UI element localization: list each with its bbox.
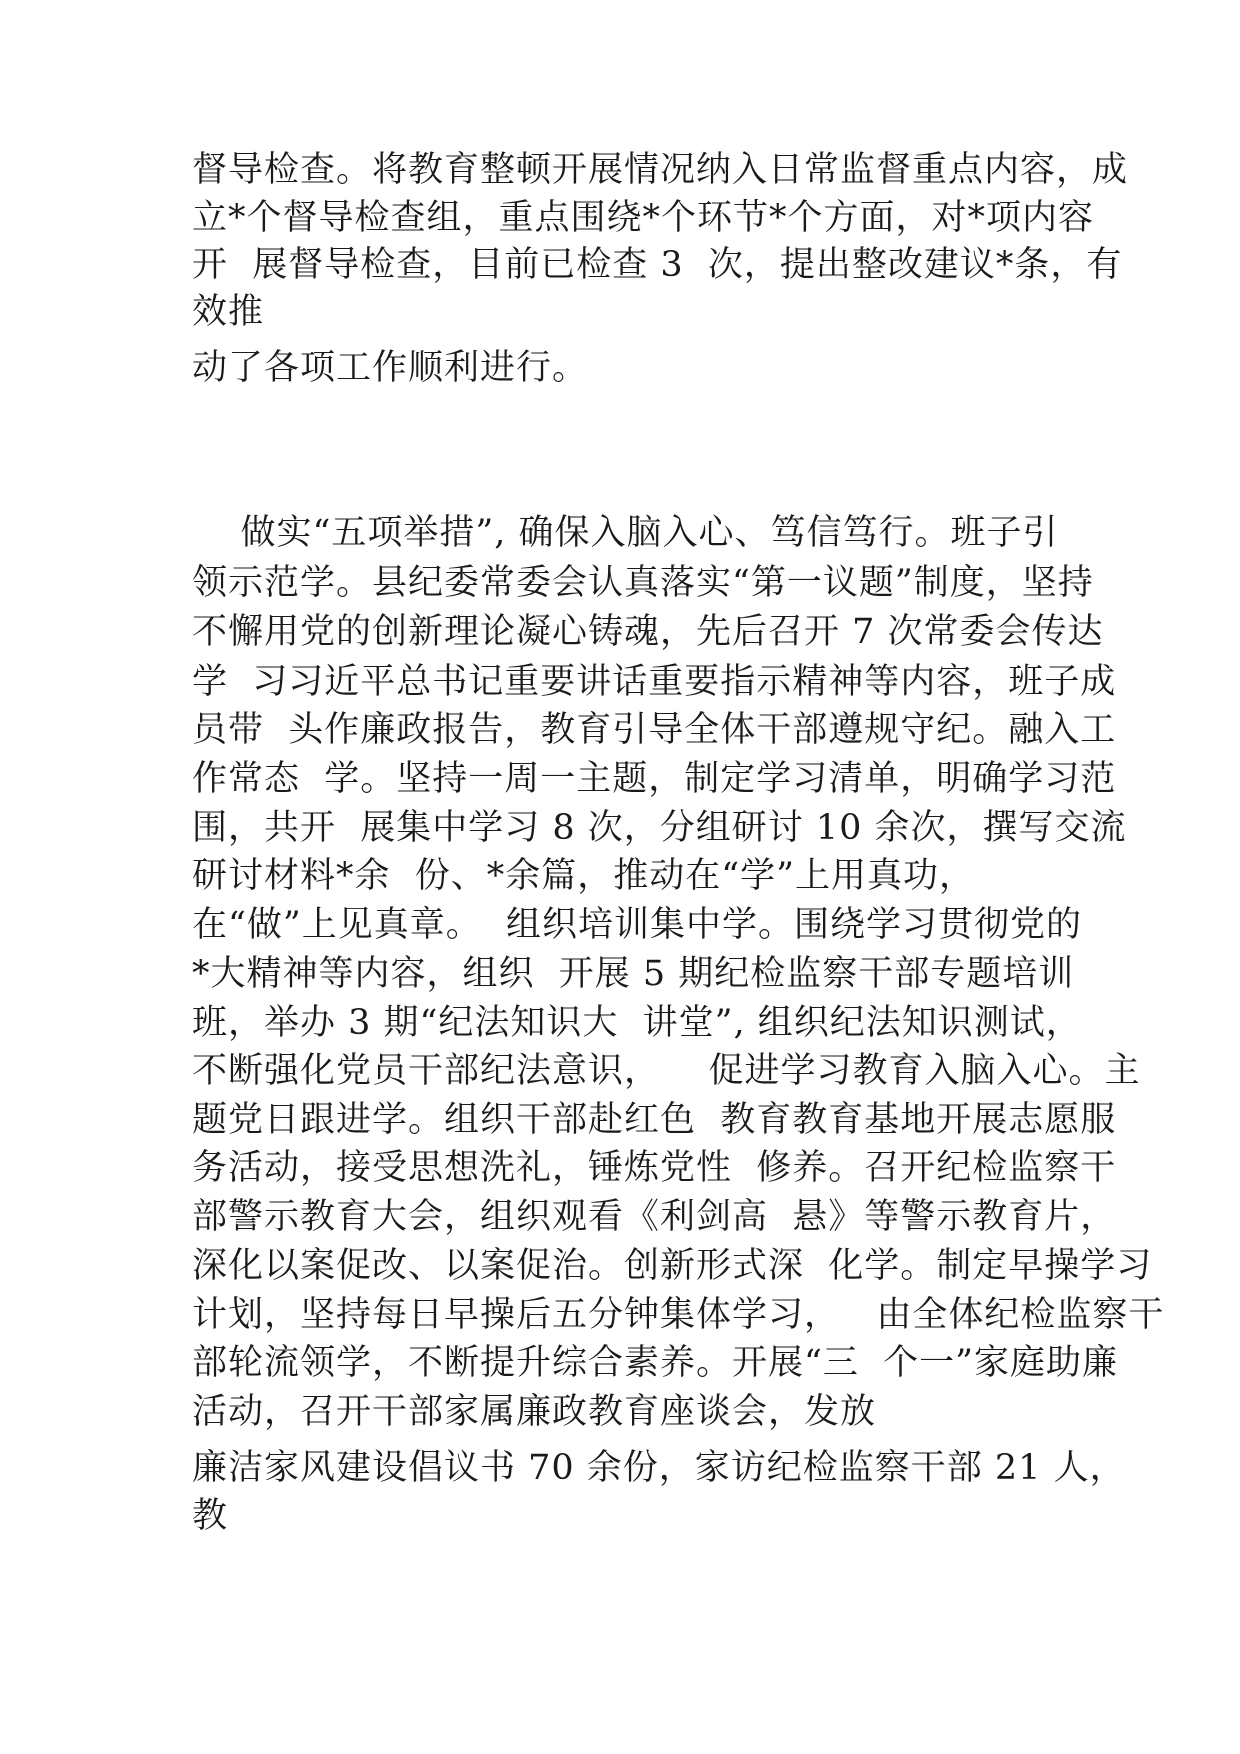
text-line: *大精神等内容，组织 开展 5 期纪检监察干部专题培训 — [192, 954, 1075, 994]
text-line: 廉洁家风建设倡议书 70 余份，家访纪检监察干部 21 人， — [192, 1448, 1126, 1488]
text-line: 务活动，接受思想洗礼，锤炼党性 修养。召开纪检监察干 — [192, 1148, 1117, 1188]
text-line: 题党日跟进学。组织干部赴红色 教育教育基地开展志愿服 — [192, 1100, 1117, 1140]
text-line: 在“做”上见真章。 组织培训集中学。围绕学习贯彻党的 — [192, 905, 1083, 945]
text-line: 督导检查。将教育整顿开展情况纳入日常监督重点内容，成 — [192, 150, 1129, 190]
text-line: 不断强化党员干部纪法意识， 促进学习教育入脑入心。主 — [192, 1051, 1141, 1091]
text-line: 不懈用党的创新理论凝心铸魂，先后召开 7 次常委会传达 — [192, 612, 1104, 652]
text-line: 教 — [192, 1496, 229, 1536]
text-line: 作常态 学。坚持一周一主题，制定学习清单，明确学习范 — [192, 759, 1117, 799]
text-line: 效推 — [192, 292, 265, 332]
text-line: 计划，坚持每日早操后五分钟集体学习， 由全体纪检监察干 — [192, 1295, 1165, 1335]
text-line: 围，共开 展集中学习 8 次，分组研讨 10 余次，撰写交流 — [192, 808, 1127, 848]
text-line: 部警示教育大会，组织观看《利剑高 悬》等警示教育片， — [192, 1197, 1117, 1237]
text-line: 立*个督导检查组，重点围绕*个环节*个方面，对*项内容 — [192, 198, 1095, 238]
text-line: 班，举办 3 期“纪法知识大 讲堂”, 组织纪法知识测试， — [192, 1003, 1082, 1043]
text-line: 做实“五项举措”, 确保入脑入心、笃信笃行。班子引 — [192, 513, 1059, 553]
text-line: 部轮流领学，不断提升综合素养。开展“三 个一”家庭助廉 — [192, 1343, 1119, 1383]
text-line: 领示范学。县纪委常委会认真落实“第一议题”制度，坚持 — [192, 563, 1094, 603]
text-line: 学 习习近平总书记重要讲话重要指示精神等内容，班子成 — [192, 662, 1117, 702]
text-line: 员带 头作廉政报告，教育引导全体干部遵规守纪。融入工 — [192, 710, 1117, 750]
text-line: 研讨材料*余 份、*余篇，推动在“学”上用真功， — [192, 856, 976, 896]
text-line: 活动，召开干部家属廉政教育座谈会，发放 — [192, 1392, 877, 1432]
text-line: 深化以案促改、以案促治。创新形式深 化学。制定早操学习 — [192, 1246, 1153, 1286]
text-line: 开 展督导检查，目前已检查 3 次，提出整改建议*条，有 — [192, 245, 1123, 285]
text-line: 动了各项工作顺利进行。 — [192, 348, 589, 388]
